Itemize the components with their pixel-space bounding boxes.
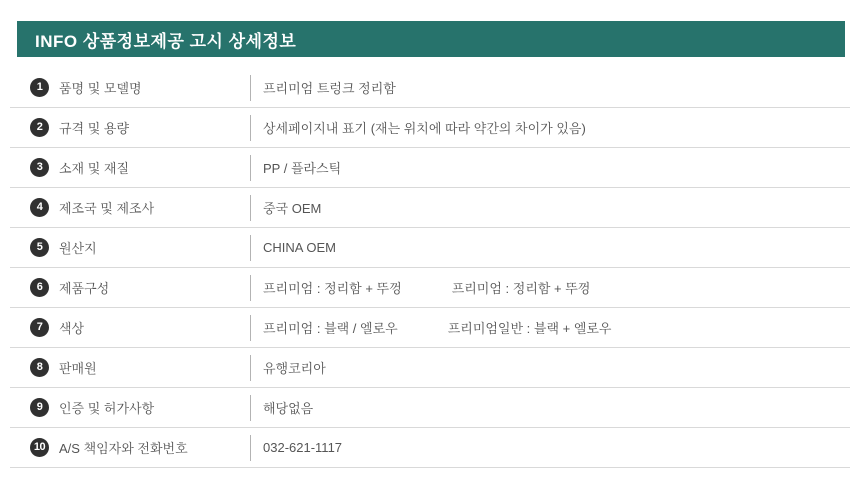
row-number-badge: 10 (30, 438, 49, 457)
row-number-badge: 5 (30, 238, 49, 257)
row-value: PP / 플라스틱 (263, 161, 342, 176)
table-row (10, 388, 850, 428)
table-row (10, 308, 850, 348)
column-divider (250, 395, 251, 421)
row-header-cell (10, 358, 250, 377)
row-value: 중국 OEM (263, 201, 322, 216)
column-divider (250, 155, 251, 181)
column-divider (250, 75, 251, 101)
table-row (10, 428, 850, 468)
column-divider (250, 355, 251, 381)
column-divider (250, 115, 251, 141)
table-row (10, 68, 850, 108)
row-label: 품명 및 모델명 (59, 81, 142, 96)
row-header-cell (10, 78, 250, 97)
row-label: 소재 및 재질 (59, 161, 130, 176)
column-divider (250, 235, 251, 261)
info-header-bar (17, 21, 845, 57)
row-label: 제품구성 (59, 281, 110, 296)
row-label: 색상 (59, 321, 85, 336)
column-divider (250, 435, 251, 461)
table-row (10, 348, 850, 388)
row-header-cell (10, 198, 250, 217)
row-label: 인증 및 허가사항 (59, 401, 155, 416)
product-spec-table (10, 68, 850, 468)
table-row (10, 148, 850, 188)
table-row (10, 188, 850, 228)
row-value: 프리미엄 : 블랙 / 엘로우 (263, 321, 398, 336)
row-header-cell (10, 398, 250, 417)
row-header-cell (10, 278, 250, 297)
row-value: 유행코리아 (263, 361, 326, 376)
info-header-title: INFO 상품정보제공 고시 상세정보 (35, 31, 297, 51)
row-label: A/S 책임자와 전화번호 (59, 441, 188, 456)
row-header-cell (10, 438, 250, 457)
row-value: 해당없음 (263, 401, 314, 416)
row-label: 규격 및 용량 (59, 121, 130, 136)
row-number-badge: 4 (30, 198, 49, 217)
row-number-badge: 2 (30, 118, 49, 137)
row-header-cell (10, 118, 250, 137)
row-number-badge: 9 (30, 398, 49, 417)
column-divider (250, 315, 251, 341)
row-value-secondary: 프리미엄 : 정리함 + 뚜껑 (451, 281, 591, 296)
row-label: 판매원 (59, 361, 97, 376)
row-value: 상세페이지내 표기 (재는 위치에 따라 약간의 차이가 있음) (263, 121, 586, 136)
row-value: 프리미엄 : 정리함 + 뚜껑 (263, 281, 402, 296)
row-label: 제조국 및 제조사 (59, 201, 155, 216)
table-row (10, 108, 850, 148)
column-divider (250, 275, 251, 301)
column-divider (250, 195, 251, 221)
table-row (10, 268, 850, 308)
row-value: 032-621-1117 (263, 440, 343, 455)
row-number-badge: 1 (30, 78, 49, 97)
row-header-cell (10, 238, 250, 257)
row-number-badge: 8 (30, 358, 49, 377)
row-number-badge: 7 (30, 318, 49, 337)
row-number-badge: 3 (30, 158, 49, 177)
row-number-badge: 6 (30, 278, 49, 297)
row-header-cell (10, 158, 250, 177)
row-header-cell (10, 318, 250, 337)
row-label: 원산지 (59, 241, 97, 256)
row-value: 프리미엄 트렁크 정리함 (263, 81, 396, 96)
row-value-secondary: 프리미엄일반 : 블랙 + 엘로우 (447, 321, 612, 336)
row-value: CHINA OEM (263, 240, 336, 255)
table-row (10, 228, 850, 268)
